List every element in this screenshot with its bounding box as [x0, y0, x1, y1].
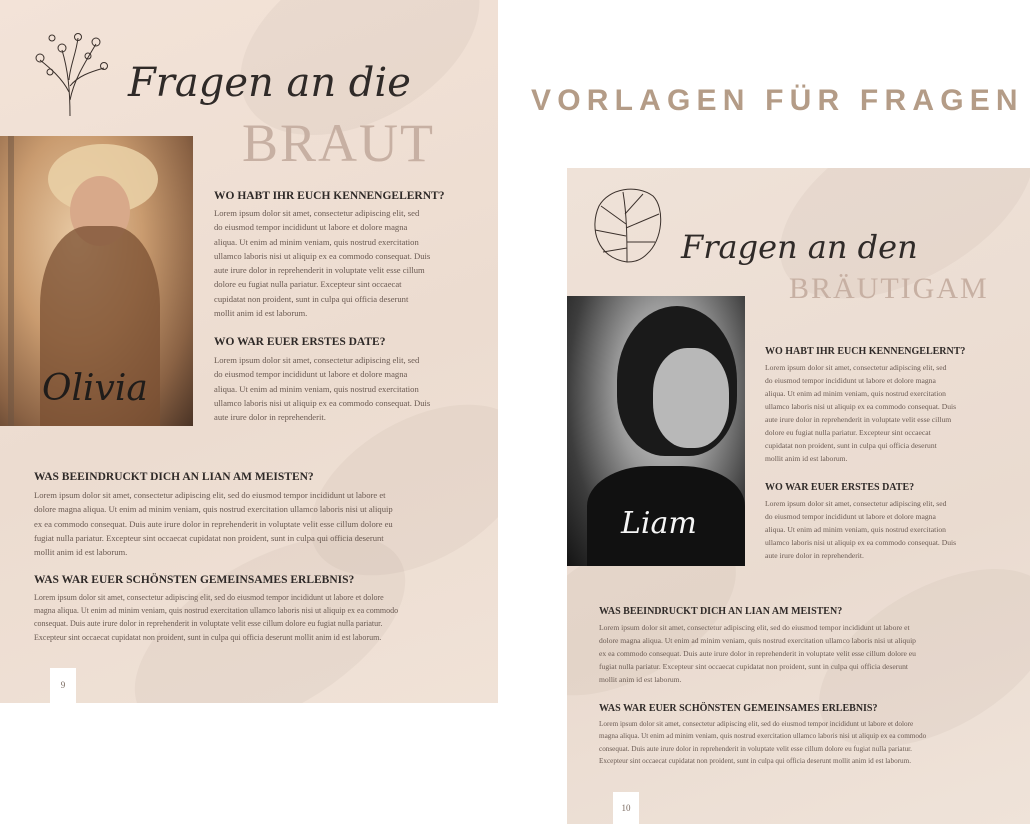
photo-name: Olivia	[42, 368, 148, 409]
page-number: 9	[50, 668, 76, 703]
section-text: Lorem ipsum dolor sit amet, consectetur adipiscing elit, sed do eiusmod tempor incididunt ut labore et dolore magna aliqua. Ut enim ad minim veniam, quis nostrud exercitation ullamco laboris nisi ut aliquip ex ea commodo consequat. Duis aute irure dolor in reprehenderit in voluptate velit esse cillum dolore eu fugiat nulla pariatur. Excepteur sint occaecat cupidatat non proident, sunt in culpa qui officia deserunt mollit anim id est laborum.	[599, 623, 916, 684]
bride-photo	[0, 136, 193, 426]
page-braeutigam	[567, 168, 1030, 824]
section-text: Lorem ipsum dolor sit amet, consectetur adipiscing elit, sed do eiusmod tempor incididunt ut labore et dolore magna aliqua. Ut enim ad minim veniam, quis nostrud exercitation ullamco laboris nisi ut aliquip ex ea commodo consequat. Duis aute irure dolor in reprehenderit in voluptate velit esse cillum dolore eu fugiat nulla pariatur. Excepteur sint occaecat cupidatat non proident, sunt in culpa qui officia deserunt mollit anim id est laborum.	[765, 363, 957, 463]
section-title: WO HABT IHR EUCH KENNENGELERNT?	[765, 346, 966, 357]
section-text: Lorem ipsum dolor sit amet, consectetur adipiscing elit, sed do eiusmod tempor incididunt ut labore et dolore magna aliqua. Ut enim ad minim veniam, quis nostrud exercitation ullamco laboris nisi ut aliquip ex ea commodo consequat. Duis aute irure dolor in reprehenderit in voluptate velit esse cillum dolore eu fugiat nulla pariatur. Excepteur sint occaecat cupidatat non proident, sunt in culpa qui officia deserunt mollit anim id est laborum.	[34, 593, 399, 642]
section-text: Lorem ipsum dolor sit amet, consectetur adipiscing elit, sed do eiusmod tempor incididunt ut labore et dolore magna aliqua. Ut enim ad minim veniam, quis nostrud exercitation ullamco laboris nisi ut aliquip ex ea commodo consequat. Duis aute irure dolor in reprehenderit.	[214, 355, 431, 423]
section-title: WO WAR EUER ERSTES DATE?	[214, 336, 386, 348]
page-number: 10	[613, 792, 639, 824]
section-title: WO WAR EUER ERSTES DATE?	[765, 482, 915, 493]
section-text: Lorem ipsum dolor sit amet, consectetur adipiscing elit, sed do eiusmod tempor incididunt ut labore et dolore magna aliqua. Ut enim ad minim veniam, quis nostrud exercitation ullamco laboris nisi ut aliquip ex ea commodo consequat. Duis aute irure dolor in reprehenderit in voluptate velit esse cillum dolore eu fugiat nulla pariatur. Excepteur sint occaecat cupidatat non proident, sunt in culpa qui officia deserunt mollit anim id est laborum.	[214, 208, 431, 319]
big-title: BRÄUTIGAM	[789, 272, 989, 305]
section-text: Lorem ipsum dolor sit amet, consectetur adipiscing elit, sed do eiusmod tempor incididunt ut labore et dolore magna aliqua. Ut enim ad minim veniam, quis nostrud exercitation ullamco laboris nisi ut aliquip ex ea commodo consequat. Duis aute irure dolor in reprehenderit in voluptate velit esse cillum dolore eu fugiat nulla pariatur. Excepteur sint occaecat cupidatat non proident, sunt in culpa qui officia deserunt mollit anim id est laborum.	[34, 490, 393, 558]
script-title: Fragen an die	[128, 60, 411, 106]
monstera-leaf-icon	[587, 184, 665, 268]
photo-name: Liam	[621, 506, 697, 541]
section-title: WO HABT IHR EUCH KENNENGELERNT?	[214, 190, 445, 202]
section-text: Lorem ipsum dolor sit amet, consectetur adipiscing elit, sed do eiusmod tempor incididunt ut labore et dolore magna aliqua. Ut enim ad minim veniam, quis nostrud exercitation ullamco laboris nisi ut aliquip ex ea commodo consequat. Duis aute irure dolor in reprehenderit.	[765, 499, 957, 560]
section-text: Lorem ipsum dolor sit amet, consectetur adipiscing elit, sed do eiusmod tempor incididunt ut labore et dolore magna aliqua. Ut enim ad minim veniam, quis nostrud exercitation ullamco laboris nisi ut aliquip ex ea commodo consequat. Duis aute irure dolor in reprehenderit in voluptate velit esse cillum dolore eu fugiat nulla pariatur. Excepteur sint occaecat cupidatat non proident, sunt in culpa qui officia deserunt mollit anim id est laborum.	[599, 720, 927, 766]
big-title: BRAUT	[242, 113, 436, 173]
page-braut	[0, 0, 498, 703]
page-heading: VORLAGEN FÜR FRAGEN	[531, 84, 1024, 117]
section-title: WAS BEEINDRUCKT DICH AN LIAN AM MEISTEN?	[34, 471, 314, 483]
script-title: Fragen an den	[681, 228, 918, 266]
wildflower-icon	[32, 30, 112, 116]
section-title: WAS WAR EUER SCHÖNSTEN GEMEINSAMES ERLEBNIS?	[599, 703, 878, 714]
groom-photo	[567, 296, 745, 566]
section-title: WAS WAR EUER SCHÖNSTEN GEMEINSAMES ERLEBNIS?	[34, 574, 355, 586]
section-title: WAS BEEINDRUCKT DICH AN LIAN AM MEISTEN?	[599, 606, 843, 617]
